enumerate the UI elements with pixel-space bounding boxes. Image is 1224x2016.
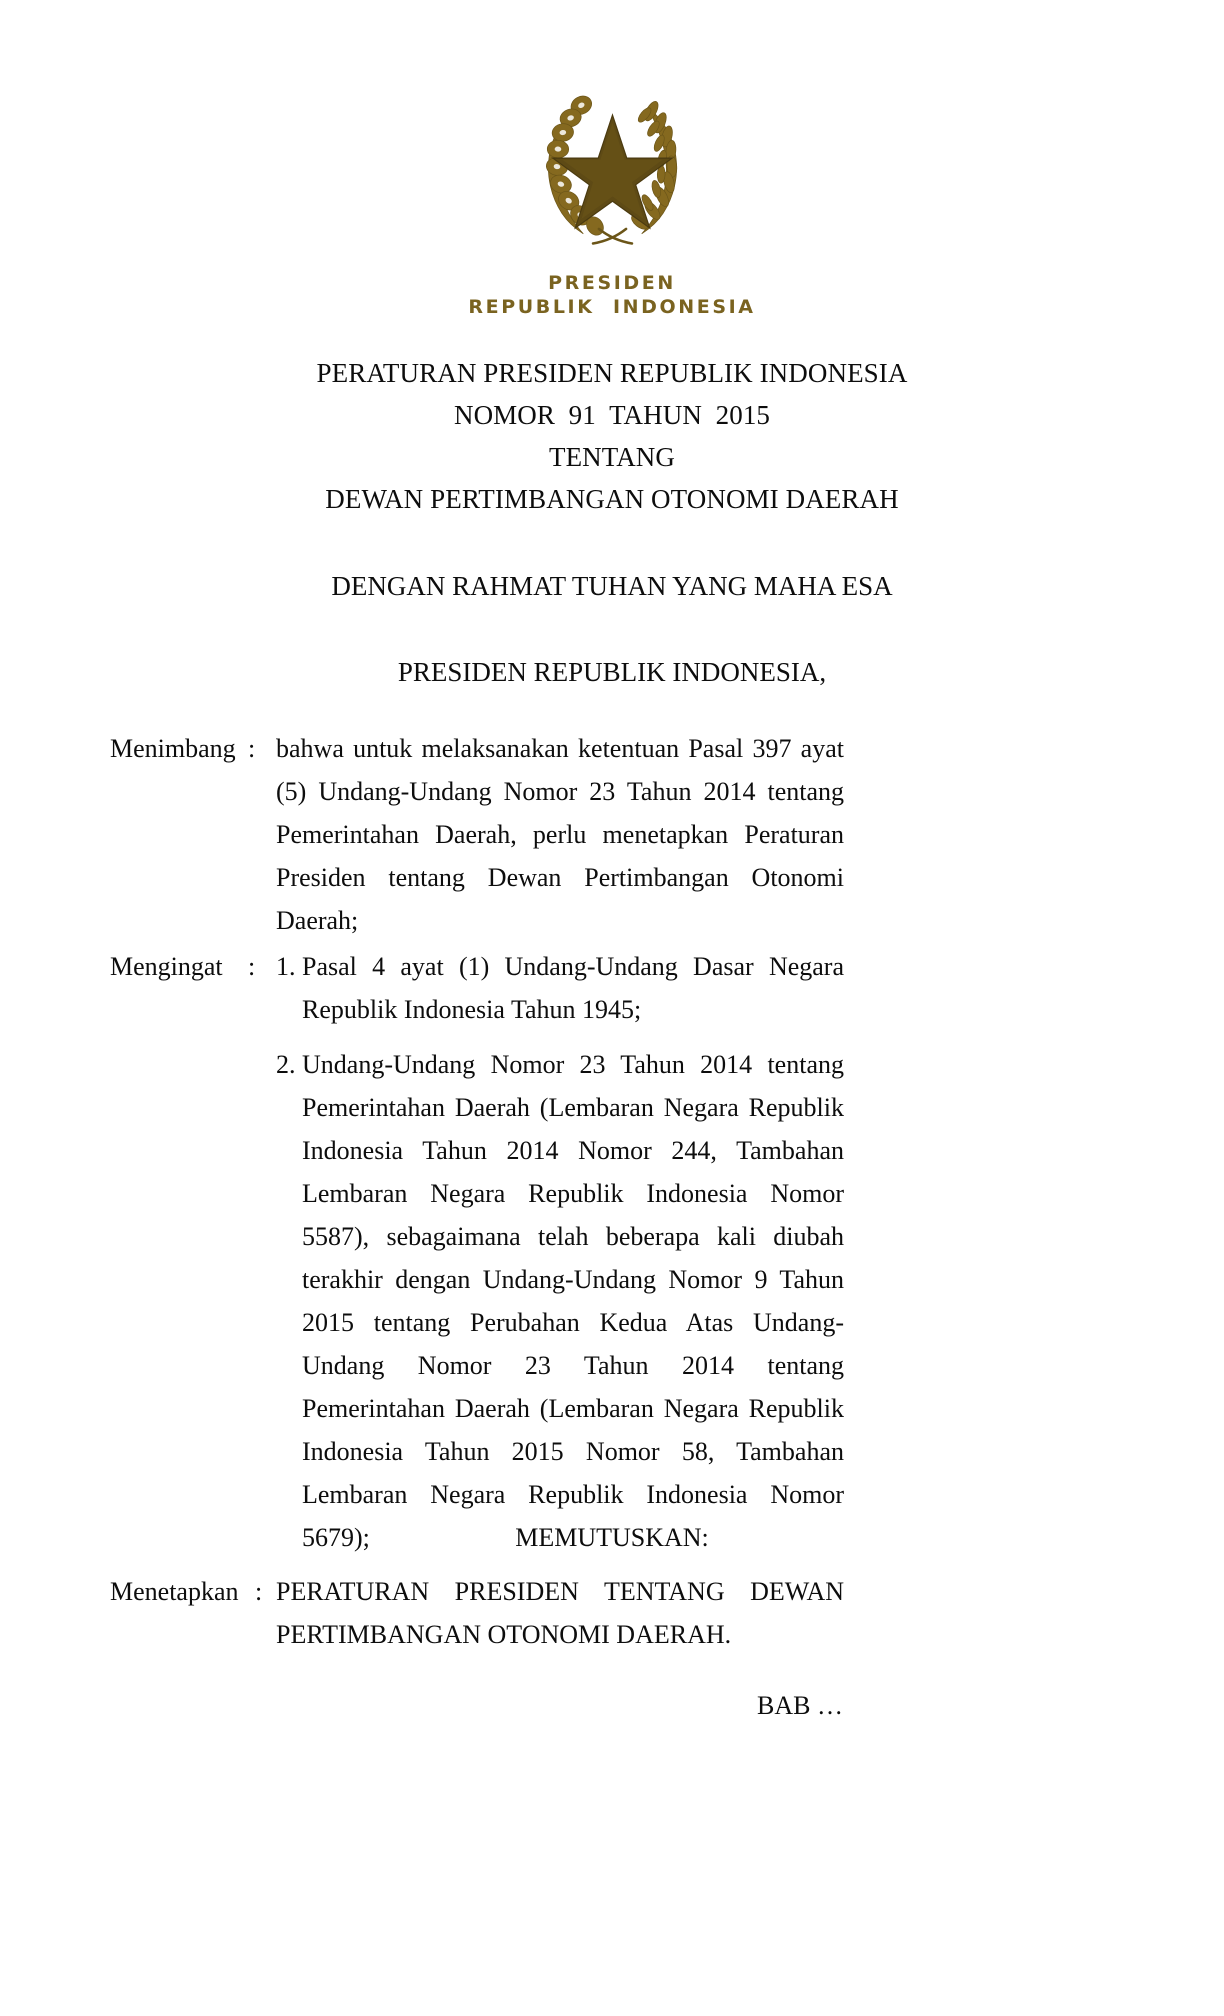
menetapkan-label: Menetapkan [110, 1577, 239, 1606]
menimbang-body [276, 727, 844, 942]
mengingat-body [276, 945, 844, 1559]
list-item [276, 945, 844, 1031]
menetapkan-clause [110, 1570, 844, 1656]
masthead-caption [0, 271, 1224, 320]
mengingat-label: Mengingat [110, 952, 223, 981]
menimbang-label: Menimbang [110, 734, 236, 763]
list-item-marker: 1. [276, 952, 296, 981]
list-item-marker: 2. [276, 1050, 296, 1079]
memutuskan-heading: MEMUTUSKAN: [515, 1523, 709, 1552]
page-continuation-marker: BAB … [757, 1691, 843, 1720]
menimbang-text: bahwa untuk melaksanakan ketentuan Pasal 397 ayat (5) Undang-Undang Nomor 23 Tahun 2014 tentang Pemerintahan Daerah, perlu menetapkan Peraturan Presiden tentang Dewan Pertimbangan Otonomi Daerah; [276, 734, 844, 935]
menetapkan-text: PERATURAN PRESIDEN TENTANG DEWAN PERTIMBANGAN OTONOMI DAERAH. [276, 1577, 844, 1649]
title-regulation-name: PERATURAN PRESIDEN REPUBLIK INDONESIA [316, 358, 908, 388]
mengingat-clause [110, 945, 844, 1559]
indonesia-presidential-emblem-icon [505, 78, 720, 263]
mengingat-colon: : [248, 952, 256, 981]
masthead-caption-line-1: PRESIDEN [548, 272, 676, 294]
masthead-caption-line-2: REPUBLIK INDONESIA [468, 296, 756, 319]
menetapkan-body [276, 1570, 844, 1656]
invocation-authority: PRESIDEN REPUBLIK INDONESIA, [397, 657, 827, 687]
title-subject: DEWAN PERTIMBANGAN OTONOMI DAERAH [325, 484, 899, 514]
menetapkan-colon: : [255, 1577, 263, 1606]
invocation-block [112, 565, 1112, 693]
menimbang-clause [110, 727, 844, 942]
list-item [276, 1043, 844, 1559]
invocation-blessing: DENGAN RAHMAT TUHAN YANG MAHA ESA [331, 571, 893, 601]
menimbang-colon: : [248, 734, 256, 763]
title-number-year: NOMOR 91 TAHUN 2015 [453, 400, 771, 430]
mengingat-list [276, 945, 844, 1559]
title-about-keyword: TENTANG [548, 442, 675, 472]
list-item-text: Undang-Undang Nomor 23 Tahun 2014 tentang Pemerintahan Daerah (Lembaran Negara Republik Indonesia Tahun 2014 Nomor 244, Tambahan Lembaran Negara Republik Indonesia Nomor 5587), sebagaimana telah beberapa kali diubah terakhir dengan Undang-Undang Nomor 9 Tahun 2015 tentang Perubahan Kedua Atas Undang-Undang Nomor 23 Tahun 2014 tentang Pemerintahan Daerah (Lembaran Negara Republik Indonesia Tahun 2015 Nomor 58, Tambahan Lembaran Negara Republik Indonesia Nomor 5679); [302, 1050, 844, 1552]
list-item-text: Pasal 4 ayat (1) Undang-Undang Dasar Negara Republik Indonesia Tahun 1945; [302, 952, 844, 1024]
document-title-block [112, 352, 1112, 520]
masthead [0, 78, 1224, 320]
